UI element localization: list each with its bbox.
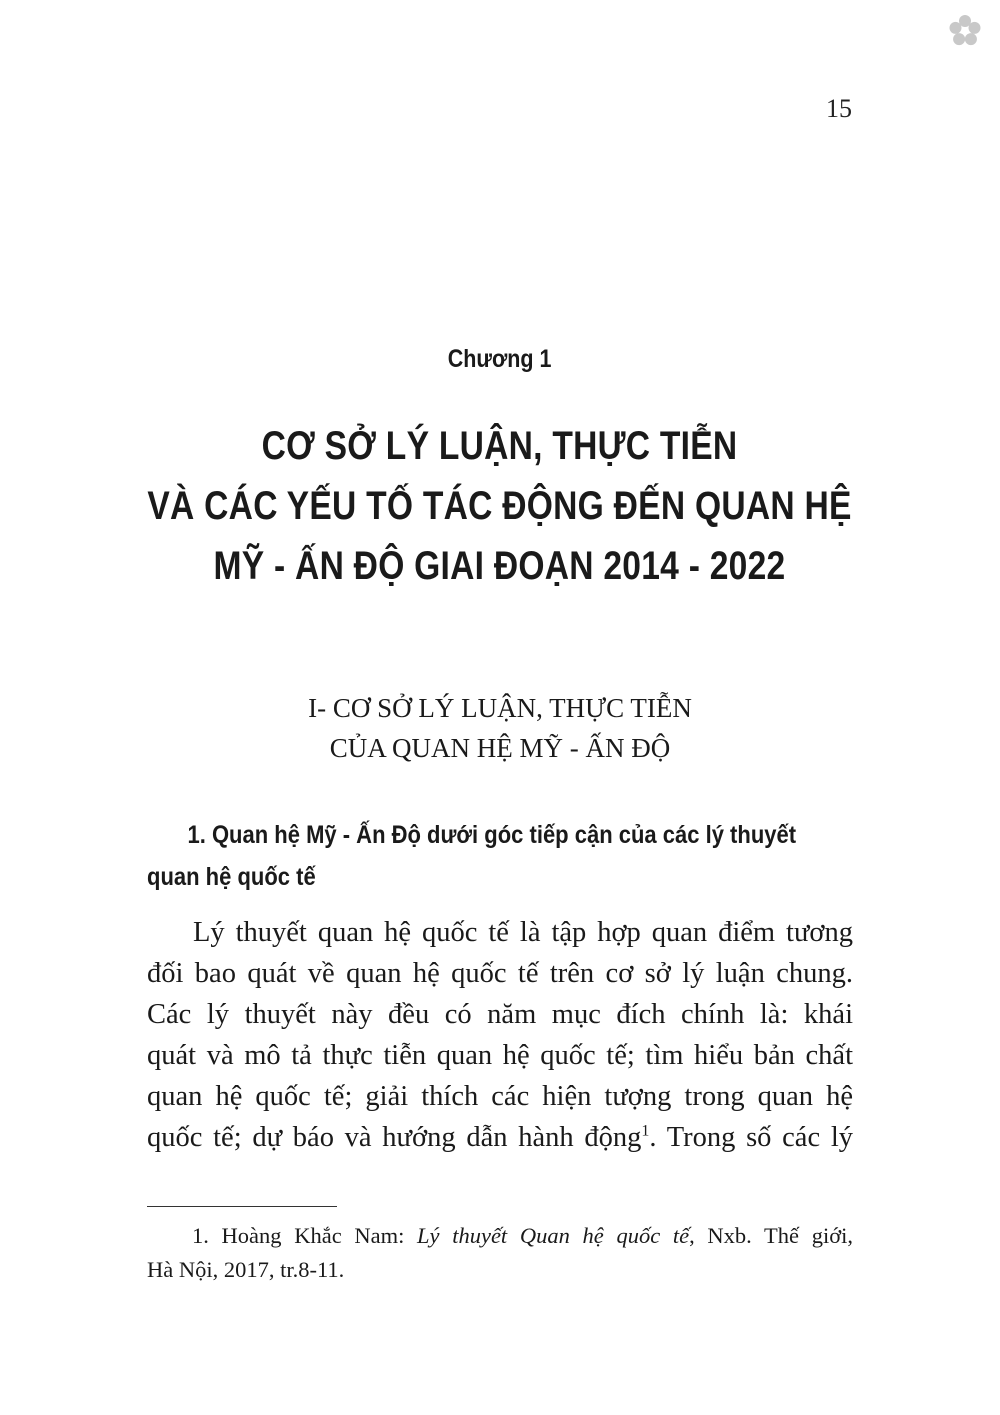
footnote-line bbox=[147, 1219, 853, 1253]
body-line: quan hệ quốc tế; giải thích các hiện tượng trong quan hệ bbox=[147, 1081, 853, 1112]
page-number: 15 bbox=[826, 94, 852, 123]
section-heading-line: I- CƠ SỞ LÝ LUẬN, THỰC TIỄN bbox=[308, 693, 692, 723]
subsection-heading-line: quan hệ quốc tế bbox=[147, 863, 316, 891]
body-line: Lý thuyết quan hệ quốc tế là tập hợp quan điểm tương bbox=[193, 917, 853, 948]
chapter-title-line: CƠ SỞ LÝ LUẬN, THỰC TIỄN bbox=[261, 424, 738, 468]
body-line: quát và mô tả thực tiễn quan hệ quốc tế; tìm hiểu bản chất bbox=[147, 1040, 853, 1071]
footnote-separator bbox=[147, 1206, 337, 1207]
body-text: . Trong số các lý bbox=[649, 1122, 854, 1153]
body-line-last bbox=[147, 1117, 853, 1158]
section-heading bbox=[0, 688, 1000, 768]
body-line: đối bao quát về quan hệ quốc tế trên cơ sở lý luận chung. bbox=[147, 958, 853, 989]
footnote-suffix: , Nxb. Thế giới, bbox=[689, 1223, 853, 1248]
body-text: quốc tế; dự báo và hướng dẫn hành động bbox=[147, 1122, 642, 1153]
footnote-prefix: 1. Hoàng Khắc Nam: bbox=[192, 1223, 418, 1248]
subsection-heading bbox=[147, 814, 853, 898]
chapter-title bbox=[0, 416, 1000, 596]
flower-logo-icon bbox=[946, 12, 984, 50]
subsection-heading-line: 1. Quan hệ Mỹ - Ấn Độ dưới góc tiếp cận của các lý thuyết bbox=[187, 821, 797, 849]
chapter-title-line: VÀ CÁC YẾU TỐ TÁC ĐỘNG ĐẾN QUAN HỆ bbox=[147, 484, 852, 528]
body-paragraph bbox=[147, 912, 853, 1158]
body-line: Các lý thuyết này đều có năm mục đích chính là: khái bbox=[147, 999, 853, 1030]
footnote bbox=[147, 1219, 853, 1287]
footnote-reference: 1 bbox=[641, 1122, 650, 1140]
footnote-book-title: Lý thuyết Quan hệ quốc tế bbox=[417, 1223, 690, 1248]
chapter-label: Chương 1 bbox=[447, 345, 552, 373]
chapter-title-line: MỸ - ẤN ĐỘ GIAI ĐOẠN 2014 - 2022 bbox=[213, 544, 786, 588]
section-heading-line: CỦA QUAN HỆ MỸ - ẤN ĐỘ bbox=[329, 733, 671, 763]
footnote-line: Hà Nội, 2017, tr.8-11. bbox=[147, 1257, 345, 1282]
